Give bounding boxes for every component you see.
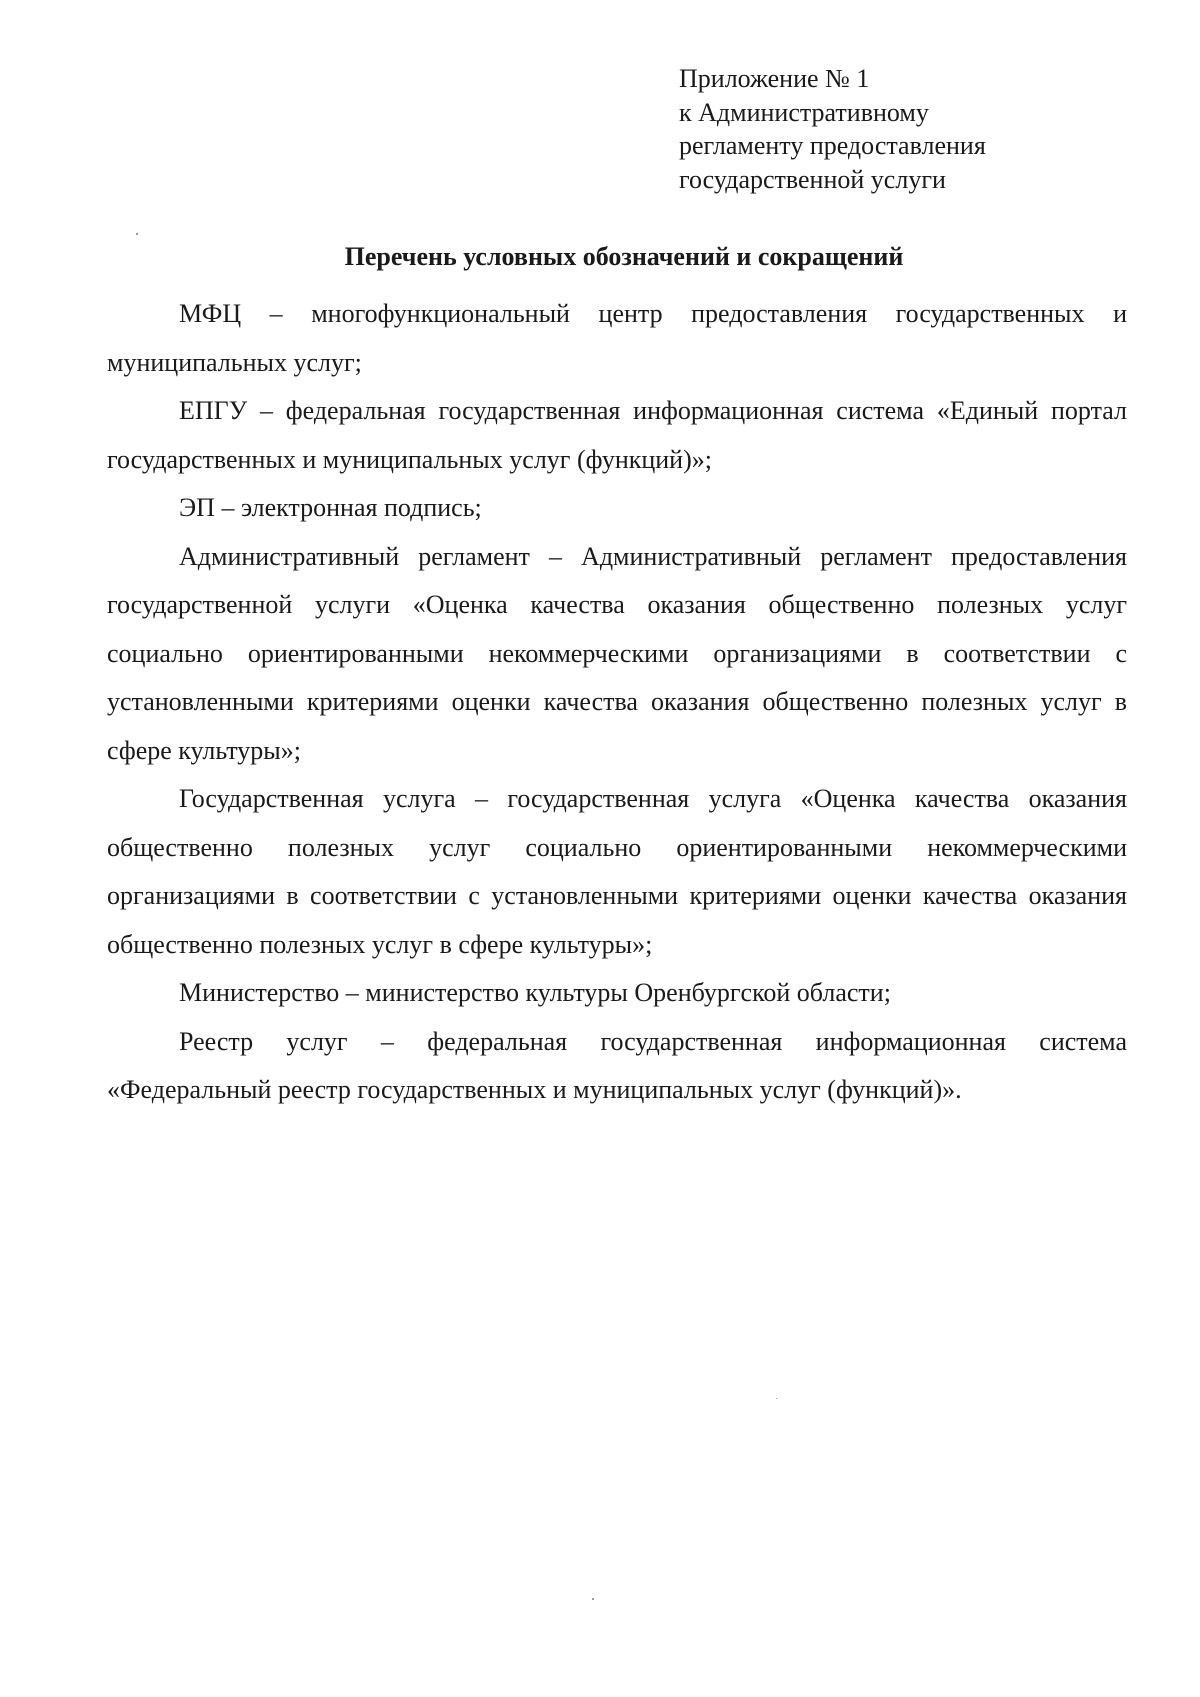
abbreviation-entry: ЭП – электронная подпись; <box>179 493 482 522</box>
appendix-line: регламенту предоставления <box>679 131 986 160</box>
appendix-line: государственной услуги <box>679 164 946 194</box>
abbreviation-entry: Государственная услуга – государственная услуга «Оценка качества оказания общественно полезных услуг социально ориентированными некоммерческими организациями в соответствии с установленными критериями оценки качества оказания общественно полезных услуг в сфере культуры»; <box>107 784 1127 959</box>
document-title: Перечень условных обозначений и сокращений <box>344 242 904 271</box>
scan-speck <box>776 1398 777 1399</box>
abbreviation-list <box>107 290 1127 1115</box>
abbreviation-entry: Министерство – министерство культуры Оренбургской области; <box>179 978 891 1007</box>
abbreviation-entry: Административный регламент – Административный регламент предоставления государственной услуги «Оценка качества оказания общественно полезных услуг социально ориентированными некоммерческими организациями в соответствии с установленными критериями оценки качества оказания общественно полезных услуг в сфере культуры»; <box>107 541 1127 765</box>
abbreviation-entry: Реестр услуг – федеральная государственная информационная система «Федеральный реестр государственных и муниципальных услуг (функций)». <box>107 1026 1127 1104</box>
abbreviation-entry: МФЦ – многофункциональный центр предоставления государственных и муниципальных услуг; <box>107 299 1127 377</box>
appendix-line: Приложение № 1 <box>679 64 870 93</box>
appendix-note <box>679 62 986 196</box>
appendix-line: к Административному <box>679 97 929 127</box>
scan-speck <box>136 233 138 235</box>
scan-speck <box>592 1598 594 1600</box>
abbreviation-entry: ЕПГУ – федеральная государственная информационная система «Единый портал государственных и муниципальных услуг (функций)»; <box>107 396 1127 474</box>
